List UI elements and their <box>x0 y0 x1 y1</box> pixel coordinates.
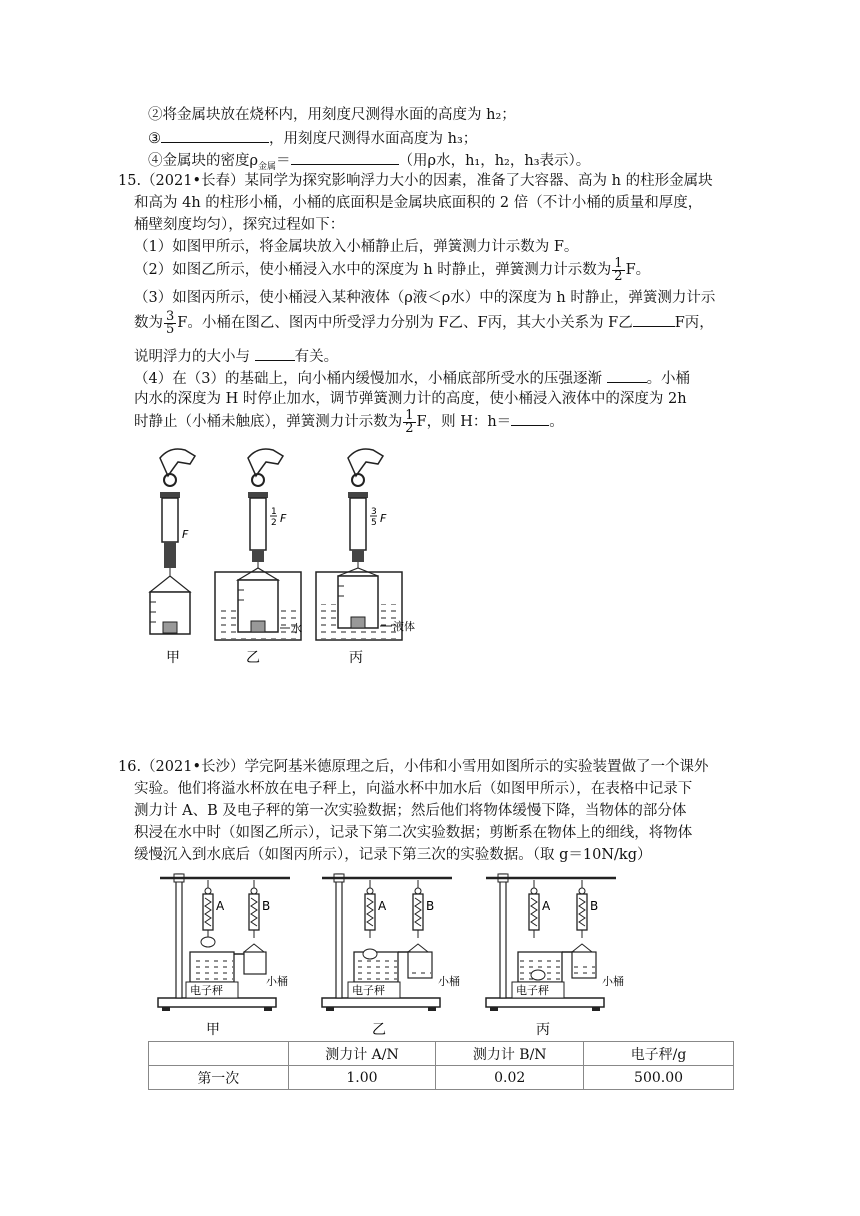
spring-scale <box>350 498 366 550</box>
label-half-num: 1 <box>271 507 277 517</box>
small-bucket <box>244 952 266 974</box>
label-scale: 电子秤 <box>190 984 223 997</box>
label-jia: 甲 <box>166 650 180 666</box>
q14-step4-prefix: ④金属块的密度ρ <box>148 153 259 169</box>
object <box>531 970 545 980</box>
label-B: B <box>590 899 599 913</box>
label-water: 水 <box>291 622 302 635</box>
meter-a <box>203 880 213 938</box>
hand-icon <box>248 449 283 476</box>
stand-pole <box>336 874 342 998</box>
fraction-half <box>403 407 415 436</box>
stand-pole <box>176 874 182 998</box>
q14-step2: ②将金属块放在烧杯内，用刻度尺测得水面的高度为 h₂； <box>148 107 516 123</box>
fraction-three-fifths <box>164 308 176 337</box>
fraction-half <box>612 255 624 284</box>
label-F: F <box>182 528 189 541</box>
metal-block <box>163 622 177 633</box>
q15-part2-text: （2）如图乙所示，使小桶浸入水中的深度为 h 时静止，弹簧测力计示数为 <box>134 262 612 278</box>
label-yi: 乙 <box>372 1022 386 1038</box>
q15-part3c-text: 说明浮力的大小与 <box>134 349 250 365</box>
q15-part4c-end: 。 <box>549 414 564 430</box>
table-cell: 1.00 <box>288 1066 436 1090</box>
label-scale: 电子秤 <box>352 984 385 997</box>
q16-text: （2021•长沙）学完阿基米德原理之后，小伟和小雪用如图所示的实验装置做了一个课外 <box>141 759 709 775</box>
label-five-den: 5 <box>371 518 377 528</box>
q16-figure <box>150 868 680 1040</box>
ring-icon <box>252 474 264 486</box>
setup-yi <box>322 874 460 1038</box>
frac-den: 2 <box>405 420 414 436</box>
q15-part4c <box>134 409 564 435</box>
q16-line4: 积浸在水中时（如图乙所示），记录下第二次实验数据；剪断系在物体上的细线，将物体 <box>134 825 693 841</box>
stand-pole <box>500 874 506 998</box>
q15-part3c <box>134 345 338 367</box>
water <box>191 960 233 981</box>
bucket-handle <box>150 576 190 592</box>
label-A: A <box>216 899 225 913</box>
table-header-cell <box>149 1042 289 1066</box>
ring-icon <box>164 474 176 486</box>
q15-part4a-end: 。小桶 <box>646 371 691 387</box>
meter-b <box>249 880 259 938</box>
label-B: B <box>262 899 271 913</box>
meter-b <box>413 880 423 938</box>
q14-step3 <box>148 127 477 149</box>
base-stand <box>322 998 440 1007</box>
q15-part4b: 内水的深度为 H 时停止加水，调节弹簧测力计的高度，使小桶浸入液体中的深度为 2h <box>134 391 687 407</box>
spring-scale-hook <box>164 542 176 568</box>
q16-line1 <box>118 757 709 777</box>
label-half-den: 2 <box>271 518 277 528</box>
base-stand <box>486 998 604 1007</box>
setup-yi <box>215 449 302 666</box>
frac-den: 5 <box>166 321 175 337</box>
q15-line3: 桶壁刻度均匀），探究过程如下： <box>134 217 345 233</box>
setup-bing <box>486 874 624 1038</box>
answer-blank[interactable] <box>291 149 399 165</box>
hand-icon <box>348 449 383 476</box>
frac-num: 1 <box>614 255 623 271</box>
q15-line2: 和高为 4h 的柱形小桶，小桶的底面积是金属块底面积的 2 倍（不计小桶的质量和厚度， <box>134 195 703 211</box>
q14-step4-suffix: （用ρ水，h₁，h₂，h₃表示）。 <box>398 153 591 169</box>
frac-num: 3 <box>166 308 175 324</box>
label-F: F <box>380 512 387 525</box>
setup-bing <box>316 449 415 666</box>
setup-jia <box>150 449 195 666</box>
q15-part4c-mid: F，则 H：h＝ <box>416 414 512 430</box>
q14-step4-eq: ＝ <box>276 153 291 169</box>
q16-line3: 测力计 A、B 及电子秤的第一次实验数据；然后他们将物体缓慢下降，当物体的部分体 <box>134 803 687 819</box>
answer-blank[interactable] <box>511 410 549 426</box>
q14-step3-suffix: ，用刻度尺测得水面高度为 h₃； <box>269 131 478 147</box>
label-bucket: 小桶 <box>266 975 288 988</box>
table-cell: 500.00 <box>584 1066 734 1090</box>
answer-blank[interactable] <box>607 367 647 383</box>
answer-blank[interactable] <box>633 311 675 327</box>
table-header-cell: 电子秤/g <box>584 1042 734 1066</box>
meter-a <box>365 880 375 938</box>
q16-line2: 实验。他们将溢水杯放在电子秤上，向溢水杯中加水后（如图甲所示），在表格中记录下 <box>134 781 693 797</box>
label-A: A <box>542 899 551 913</box>
frac-num: 1 <box>405 407 414 423</box>
label-bucket: 小桶 <box>602 975 624 988</box>
q15-part3: （3）如图丙所示，使小桶浸入某种液体（ρ液＜ρ水）中的深度为 h 时静止，弹簧测力计示 <box>134 290 716 306</box>
spring-scale <box>162 498 178 542</box>
label-bing: 丙 <box>536 1022 550 1038</box>
data-table <box>148 1041 734 1090</box>
object <box>201 937 215 947</box>
q15-part2-end: F。 <box>625 262 651 278</box>
label-F: F <box>280 512 287 525</box>
q15-part4a-text: （4）在（3）的基础上，向小桶内缓慢加水，小桶底部所受水的压强逐渐 <box>134 371 602 387</box>
table-cell: 第一次 <box>149 1066 289 1090</box>
label-scale: 电子秤 <box>516 984 549 997</box>
q15-part3b-rest: F。小桶在图乙、图丙中所受浮力分别为 F乙、F丙，其大小关系为 F乙 <box>177 315 633 331</box>
spring-scale-top <box>160 492 180 498</box>
metal-block <box>351 617 365 628</box>
metal-block <box>251 621 265 632</box>
q16-line5: 缓慢沉入到水底后（如图丙所示），记录下第三次的实验数据。（取 g＝10N/kg） <box>134 847 652 863</box>
table-header-row <box>149 1042 734 1066</box>
spring-scale <box>250 498 266 550</box>
answer-blank[interactable] <box>255 345 295 361</box>
label-jia: 甲 <box>206 1022 220 1038</box>
q15-number: 15. <box>118 173 142 189</box>
answer-blank[interactable] <box>161 127 269 143</box>
q15-part4a <box>134 367 690 389</box>
hand-icon <box>160 449 195 476</box>
table-row <box>149 1066 734 1090</box>
q16-number: 16. <box>118 759 142 775</box>
table-header-cell: 测力计 A/N <box>288 1042 436 1066</box>
setup-jia <box>158 874 290 1038</box>
q14-step4-sub: 金属 <box>258 161 277 172</box>
q15-part3b <box>134 310 714 336</box>
water <box>355 956 397 981</box>
object <box>363 949 377 959</box>
q15-part3c-end: 有关。 <box>294 349 339 365</box>
q15-figure <box>140 440 450 670</box>
label-bing: 丙 <box>349 650 363 666</box>
label-A: A <box>378 899 387 913</box>
label-liquid: 液体 <box>393 620 415 633</box>
q15-part3b-prefix: 数为 <box>134 315 163 331</box>
label-yi: 乙 <box>246 650 260 666</box>
q15-part4c-text: 时静止（小桶未触底），弹簧测力计示数为 <box>134 414 403 430</box>
q15-part3b-end: F丙， <box>674 315 714 331</box>
meter-b <box>577 880 587 938</box>
base-stand <box>158 998 276 1007</box>
frac-den: 2 <box>614 268 623 284</box>
label-B: B <box>426 899 435 913</box>
q14-step3-prefix: ③ <box>148 131 161 147</box>
q15-text: （2021•长春）某同学为探究影响浮力大小的因素，准备了大容器、高为 h 的柱形金属块 <box>141 173 713 189</box>
label-three-num: 3 <box>371 507 377 517</box>
q15-part1: （1）如图甲所示，将金属块放入小桶静止后，弹簧测力计示数为 F。 <box>134 239 579 255</box>
meter-a <box>529 880 539 938</box>
label-bucket: 小桶 <box>438 975 460 988</box>
table-cell: 0.02 <box>436 1066 584 1090</box>
q15-line1 <box>118 171 713 191</box>
q15-part2 <box>134 257 650 283</box>
table-header-cell: 测力计 B/N <box>436 1042 584 1066</box>
ring-icon <box>352 474 364 486</box>
